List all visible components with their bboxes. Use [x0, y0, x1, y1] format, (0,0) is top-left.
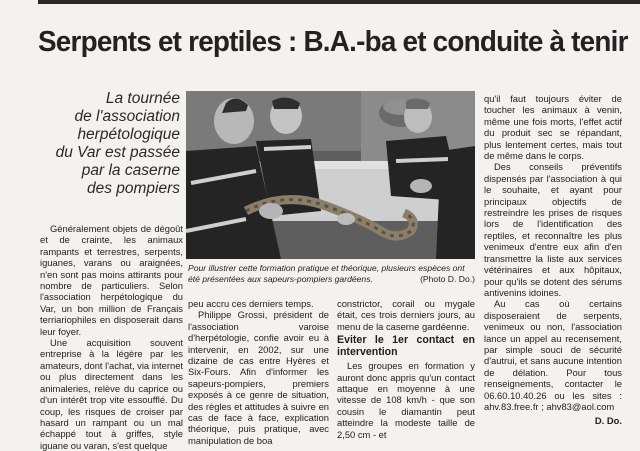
top-rule — [38, 0, 640, 4]
caption-text: Pour illustrer cette formation pratique et théorique, plusieurs espèces ont été présentées aux sapeurs-pompiers gardéens. — [188, 263, 465, 284]
firefighters-snake-photo — [186, 91, 475, 259]
author-signature: D. Do. — [594, 415, 622, 427]
paragraph: Philippe Grossi, président de l'association varoise d'herpétologie, confie avoir eu à intervenir, en 2002, sur une dizaine de cas entre Hyères et Six-Fours. Afin d'informer les sapeurs-pompiers, premiers exposés à ce genre de situation, des règles et attitudes à suivre en cas de face à face, explication théorique, puis pratique, avec manipulation de boa — [188, 309, 329, 446]
paragraph: constrictor, corail ou mygale était, ces trois derniers jours, au menu de la caserne gardéenne. — [337, 298, 475, 332]
deck-line: La tournée — [105, 90, 180, 107]
article-deck — [40, 90, 180, 198]
deck-line: par la caserne — [81, 162, 180, 179]
article-column-3 — [337, 298, 475, 440]
photo-credit: (Photo D. Do.) — [420, 273, 475, 284]
deck-line: de l'association — [74, 108, 180, 125]
deck-line: des pompiers — [86, 180, 180, 197]
article-headline: Serpents et reptiles : B.A.-ba et conduite à tenir — [38, 26, 628, 58]
paragraph: peu accru ces derniers temps. — [188, 298, 314, 309]
paragraph: Les groupes en formation y auront donc appris qu'un contact attaque en moyenne à une vitesse de 108 km/h - que son cousin le diamantin peut atteindre la modeste taille de 2,50 cm - et — [337, 360, 475, 440]
paragraph: Une acquisition souvent entreprise à la légère par les amateurs, dont l'achat, via internet ou plus directement dans les animaleries, relève du caprice ou d'un intérêt trop vite essoufflé. Du coup, les risques de croiser par hasard un rampant ou un mal échappé tout à griffes, style iguane ou varan, s'est quelque — [40, 337, 184, 451]
article-column-4 — [484, 93, 622, 427]
paragraph: Au cas où certains disposeraient de serpents, venimeux ou non, l'association lance un appel au recensement, par simple souci de sécurité d'autrui, et sans aucune intention de délation. Pour tous renseignements, contacter le 06.60.10.40.26 ou les sites : ahv.83.free.fr ; ahv83@aol.com — [484, 298, 622, 412]
article-subhead: Eviter le 1er contact en intervention — [337, 334, 475, 359]
paragraph: Des conseils préventifs dispensés par l'association à qui le souhaite, et ayant pour principaux objectifs de restreindre les prises de risques lors de l'identification des reptiles, et reconnaître les plus venimeux d'entre eux afin d'en transmettre la liste aux services vétérinaires et aux hôpitaux, pour qu'ils se dotent des sérums antivenins idoines. — [484, 161, 622, 298]
deck-line: herpétologique — [77, 126, 180, 143]
paragraph: qu'il faut toujours éviter de toucher les animaux à venin, même une fois morts, l'effet actif du produit sec se répandant, plus lentement certes, mais tout de même dans le corps. — [484, 93, 622, 162]
photo-caption — [188, 263, 475, 284]
article-column-2 — [188, 298, 329, 446]
article-column-1 — [40, 223, 183, 451]
paragraph: Généralement objets de dégoût et de crainte, les animaux rampants et terrestres, serpents, iguanes, varans ou araignées, n'en sont pas moins attirants pour nombre de particuliers. Selon l'association herpétologique du Var, un bon million de Français terriariophiles en disposerait dans leur foyer. — [40, 223, 183, 337]
deck-line: du Var est passée — [55, 144, 180, 161]
